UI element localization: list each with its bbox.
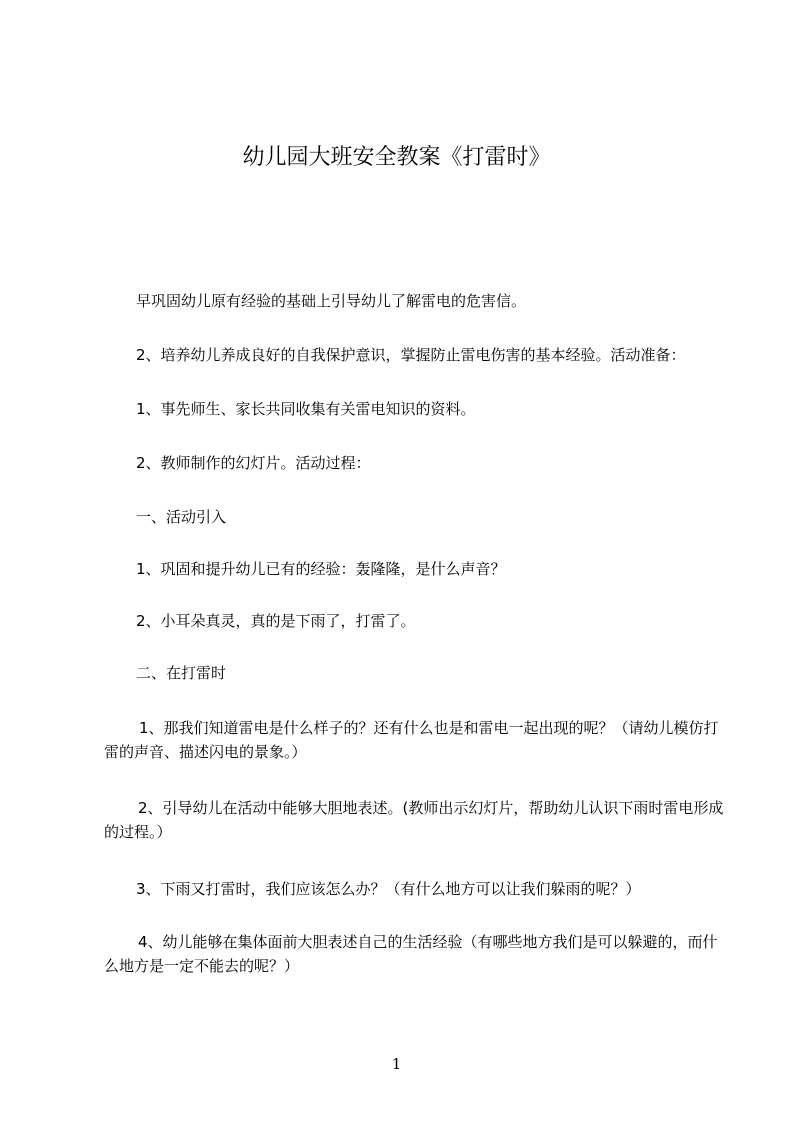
paragraph-9: 3、下雨又打雷时，我们应该怎么办？（有什么地方可以让我们躲雨的呢？） (136, 880, 641, 898)
paragraph-5: 1、巩固和提升幼儿已有的经验：轰隆隆，是什么声音？ (136, 560, 506, 578)
page-number: 1 (391, 1055, 402, 1073)
paragraph-2: 2、培养幼儿养成良好的自我保护意识，掌握防止雷电伤害的基本经验。活动准备： (136, 346, 686, 364)
paragraph-6: 2、小耳朵真灵，真的是下雨了，打雷了。 (136, 612, 416, 630)
paragraph-8: 2、引导幼儿在活动中能够大胆地表述。(教师出示幻灯片，帮助幼儿认识下雨时雷电形成的过程。） (104, 799, 724, 841)
paragraph-1: 早巩固幼儿原有经验的基础上引导幼儿了解雷电的危害信。 (136, 292, 527, 310)
paragraph-10: 4、幼儿能够在集体面前大胆表述自己的生活经验（有哪些地方我们是可以躲避的，而什么地方是一定不能去的呢？） (104, 933, 718, 975)
document-title: 幼儿园大班安全教案《打雷时》 (242, 145, 551, 170)
paragraph-3: 1、事先师生、家长共同收集有关雷电知识的资料。 (136, 400, 476, 418)
section-heading-2: 二、在打雷时 (136, 664, 227, 682)
section-heading-1: 一、活动引入 (136, 508, 227, 526)
paragraph-4: 2、教师制作的幻灯片。活动过程： (136, 454, 371, 472)
paragraph-7: 1、那我们知道雷电是什么样子的？还有什么也是和雷电一起出现的呢？（请幼儿模仿打雷的声音、描述闪电的景象。） (104, 719, 719, 761)
